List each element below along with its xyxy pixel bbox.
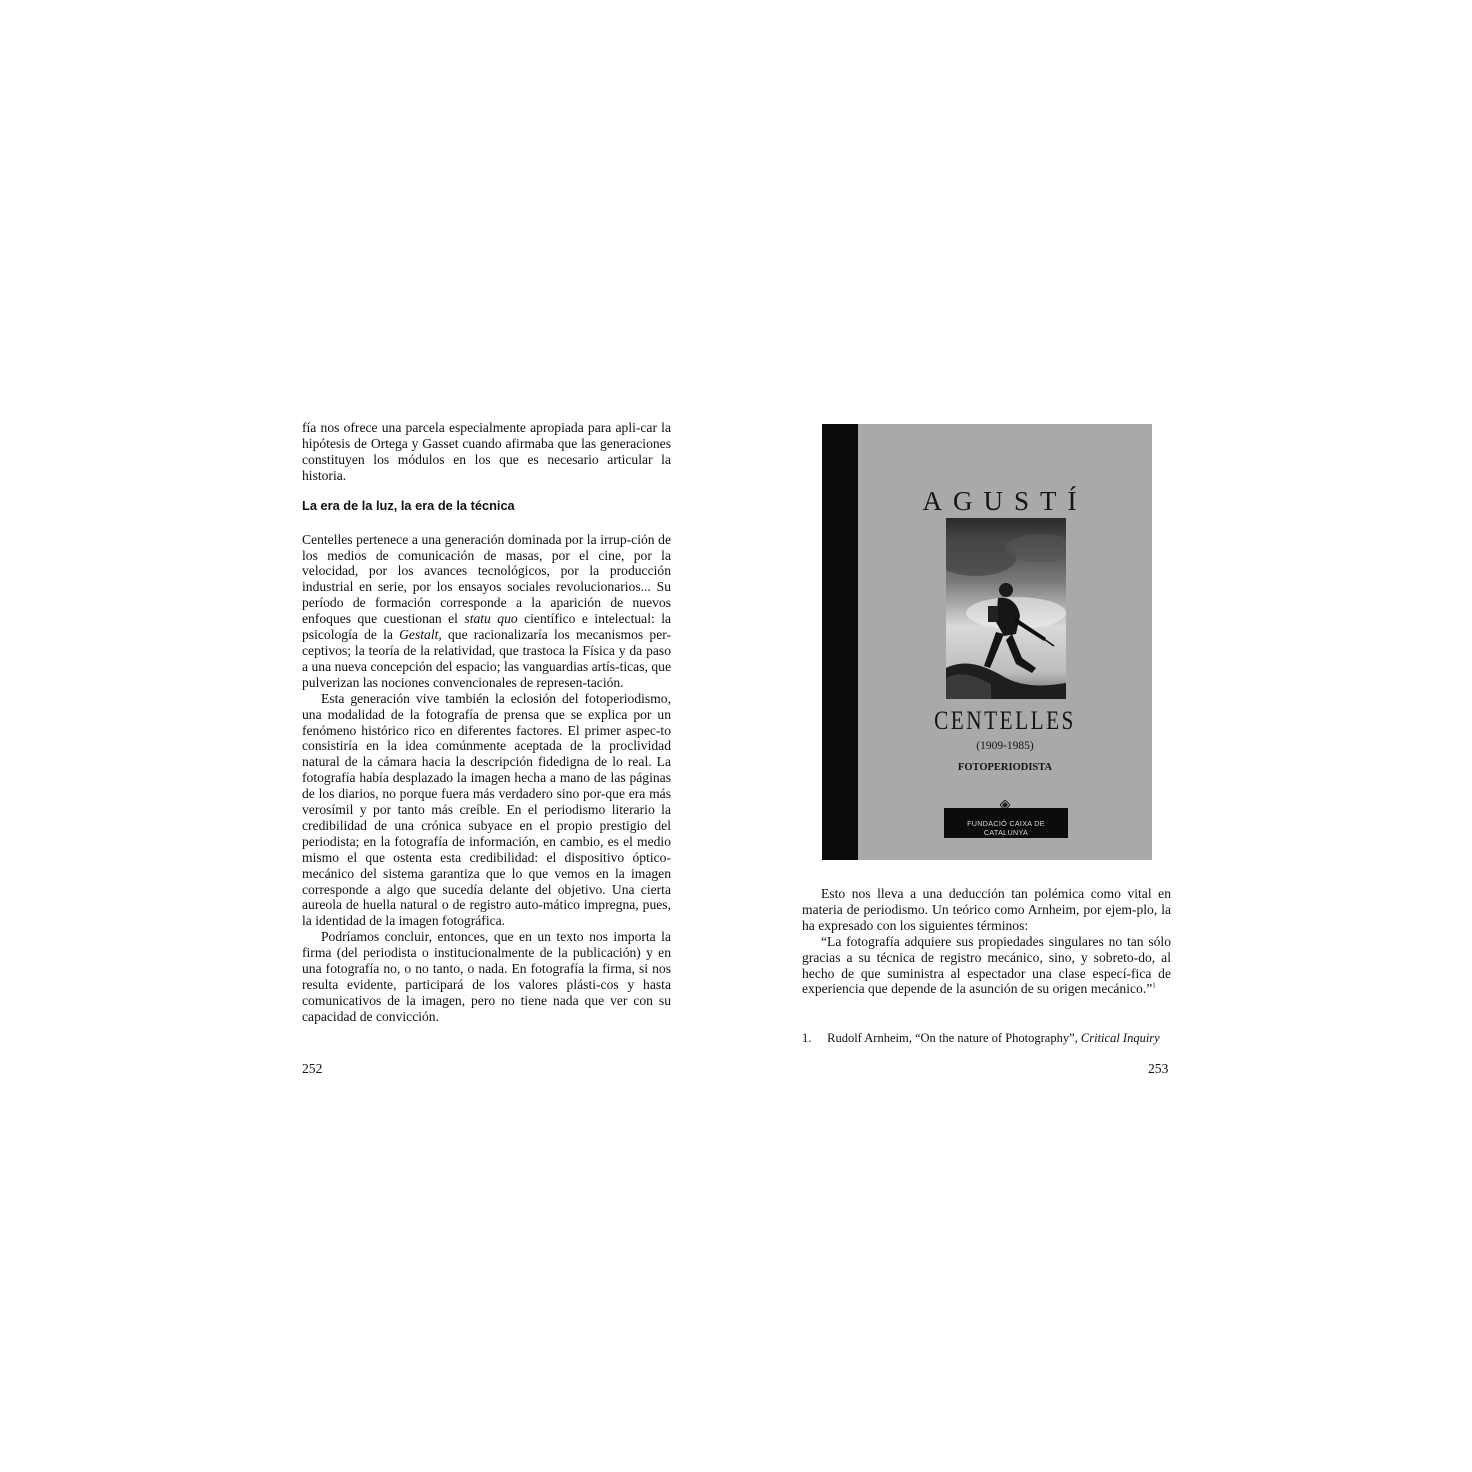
- paragraph-generation-part-1: Centelles pertenece a una generación dominada por la irrup-ción de los medios de comunicación de masas, por el cine, por la velocidad, por los avances tecnológicos, por la producción industrial en serie, por los ensayos sociales revolucionarios... Su período de formación corresponde a la aparición de nuevos enfoques que cuestionan el: [302, 531, 671, 627]
- paragraph-deduction: Esto nos lleva a una deducción tan polémica como vital en materia de periodismo. Un teórico como Arnheim, por ejem-plo, la ha expresado con los siguientes términos:: [802, 886, 1171, 933]
- paragraph-generation-part-2: científico e intelectual: la psicología de la: [302, 611, 672, 643]
- cover-title-first-name: AGUSTÍ: [922, 486, 1088, 516]
- paragraph-signature: Podríamos concluir, entonces, que en un texto nos importa la firma (del periodista o institucionalmente de la publicación) y en una fotografía no, o no tanto, o nada. En fotografía la firma, si nos resulta evidente, participará de los valores plásti-cos y hasta comunicativos de la imagen, pero no tiene nada que ver con su capacidad de convicción.: [302, 929, 671, 1024]
- cover-title-surname: CENTELLES: [934, 706, 1076, 735]
- section-heading: La era de la luz, la era de la técnica: [302, 497, 515, 513]
- intro-paragraph: fía nos ofrece una parcela especialmente apropiada para apli-car la hipótesis de Ortega y Gasset cuando afirmaba que las generaciones constituyen los módulos en los que es necesario articular la historia.: [302, 420, 671, 483]
- cover-publisher-band: [944, 808, 1068, 838]
- footnote-text: Rudolf Arnheim, “On the nature of Photography”,: [827, 1031, 1081, 1045]
- page-number-right: 253: [1148, 1061, 1169, 1076]
- footnote-number: 1.: [802, 1031, 812, 1045]
- paragraph-generation-part-3: que racionalizaría los mecanismos per-ceptivos; la teoría de la relatividad, que trastoca la Física y da paso a una nueva concepción del espacio; las vanguardias artís-ticas, que pulverizan las nociones convencionales de represen-tación.: [302, 627, 672, 690]
- book-cover-image: [822, 424, 1152, 860]
- cover-years: (1909-1985): [976, 740, 1034, 752]
- arnheim-quote-text: “La fotografía adquiere sus propiedades singulares no tan sólo gracias a su técnica de registro mecánico, sino, y sobreto-do, al hecho de que suministra al espectador una clase especí-fica de experiencia que depende de la asunción de su origen mecánico.”: [802, 933, 1171, 997]
- arnheim-quote: [802, 934, 1171, 998]
- gestalt-term: Gestalt,: [399, 627, 442, 643]
- right-page-body: [802, 886, 1171, 997]
- footnote-marker: 1: [1152, 981, 1156, 990]
- footnote-journal: Critical Inquiry: [1080, 1031, 1160, 1045]
- paragraph-generation: [302, 532, 671, 691]
- cover-publisher-name: FUNDACIÓ CAIXA DE CATALUNYA: [967, 819, 1045, 837]
- page-number-left: 252: [302, 1061, 323, 1076]
- soldier-photograph: [946, 518, 1066, 699]
- cover-spine: [822, 424, 858, 860]
- footnote: [802, 1031, 1171, 1046]
- statu-quo-term: statu quo: [464, 611, 518, 627]
- paragraph-photojournalism: Esta generación vive también la eclosión del fotoperiodismo, una modalidad de la fotografía de prensa que se explica por un fenómeno histórico rico en diferentes factores. El primer aspec-to consistiría en la idea comúnmente aceptada de la proclividad natural de la cámara hacia la descripción fidedigna de lo real. La fotografía había desplazado la imagen hecha a mano de las páginas de los diarios, no porque fuera más verdadero sino por-que era más verosímil y por tanto más creíble. En el periodismo literario la credibilidad de una crónica subyace en el propio prestigio del periodista; en la fotografía de información, en cambio, es el medio mismo el que ostenta esta credibilidad: el dispositivo óptico-mecánico del sistema garantiza que lo que vemos en la imagen corresponde a algo que sucedía delante del objetivo. Una cierta aureola de huella natural o de registro auto-mático impregna, pues, la identidad de la imagen fotográfica.: [302, 690, 671, 929]
- cover-subtitle: FOTOPERIODISTA: [957, 762, 1053, 773]
- left-page-body: [302, 420, 671, 1025]
